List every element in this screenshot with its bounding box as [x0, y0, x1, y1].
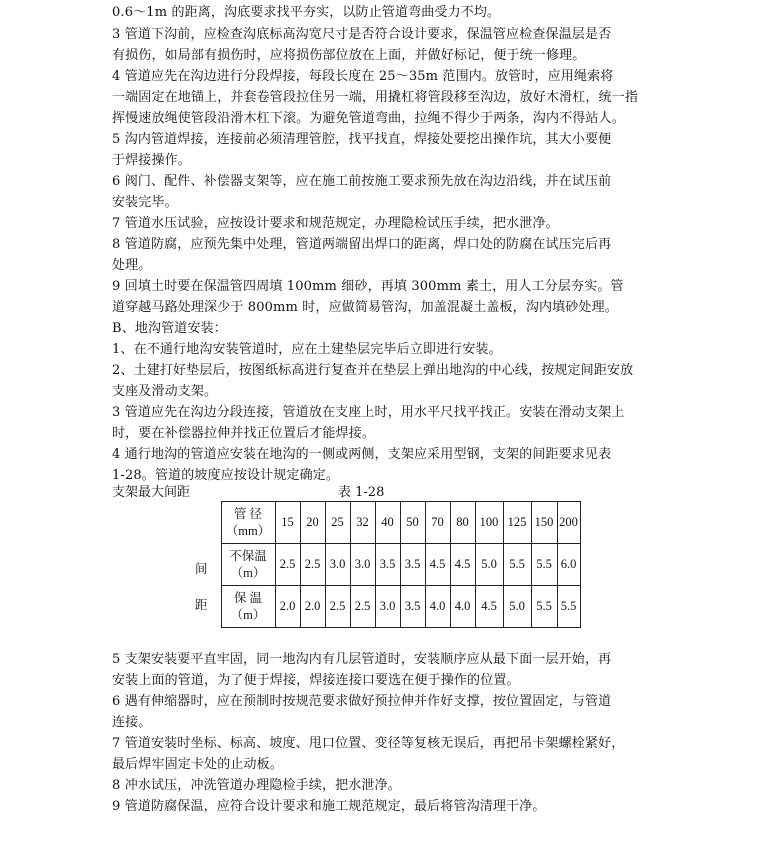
- row-label-text: 保 温: [233, 590, 263, 605]
- value-cell: 2.0: [275, 586, 300, 628]
- diameter-cell: 32: [350, 502, 375, 544]
- text-line: 处理。: [112, 258, 152, 273]
- spacing-side-label: [193, 544, 221, 628]
- diameter-cell: 80: [450, 502, 475, 544]
- value-cell: 5.5: [557, 586, 580, 628]
- text-line: 4 管道应先在沟边进行分段焊接，每段长度在 25～35m 范围内。放管时，应用绳索将: [112, 69, 614, 84]
- text-line: B、地沟管道安装：: [112, 321, 227, 336]
- value-cell: 3.0: [350, 544, 375, 586]
- value-cell: 5.5: [531, 586, 557, 628]
- value-cell: 6.0: [557, 544, 580, 586]
- text-line: 4 通行地沟的管道应安装在地沟的一侧或两侧，支架应采用型钢，支架的间距要求见表: [112, 447, 612, 462]
- value-cell: 2.5: [300, 544, 325, 586]
- text-line: 安装完毕。: [112, 195, 178, 210]
- text-line: 2、土建打好垫层后，按图纸标高进行复查并在垫层上弹出地沟的中心线，按规定间距安放: [112, 363, 634, 378]
- table-side-blank: [193, 502, 221, 544]
- text-line: 安装上面的管道，为了便于焊接，焊接连接口要选在便于操作的位置。: [112, 673, 520, 688]
- value-cell: 4.5: [450, 544, 475, 586]
- text-line: 最后焊牢固定卡处的止动板。: [112, 757, 283, 772]
- text-line: 1、在不通行地沟安装管道时，应在土建垫层完毕后立即进行安装。: [112, 342, 502, 357]
- value-cell: 3.0: [375, 586, 400, 628]
- text-line: 1-28。管道的坡度应按设计规定确定。: [112, 468, 340, 483]
- text-line: 一端固定在地锚上，并套卷管段拉住另一端，用撬杠将管段移至沟边，放好木滑杠，统一指: [112, 90, 639, 105]
- text-line: 连接。: [112, 715, 152, 730]
- row-label-uninsulated: [221, 544, 275, 586]
- diameter-header-cell: [221, 502, 275, 544]
- spacing-side-char: 距: [195, 597, 208, 612]
- diameter-header-unit: （mm）: [225, 523, 271, 538]
- text-line: 9 回填土时要在保温管四周填 100mm 细砂，再填 300mm 素土，用人工分层夯实。管: [112, 279, 624, 294]
- row-label-insulated: [221, 586, 275, 628]
- text-line: 7 管道水压试验，应按设计要求和规范规定，办理隐检试压手续，把水泄净。: [112, 216, 559, 231]
- diameter-cell: 150: [531, 502, 557, 544]
- value-cell: 4.5: [425, 544, 450, 586]
- row-label-unit: （m）: [230, 607, 266, 622]
- value-cell: 3.0: [325, 544, 350, 586]
- text-line: 有损伤，如局部有损伤时，应将损伤部位放在上面，并做好标记，便于统一修理。: [112, 48, 586, 63]
- text-line: 8 管道防腐，应预先集中处理，管道两端留出焊口的距离，焊口处的防腐在试压完后再: [112, 237, 612, 252]
- value-cell: 5.5: [503, 544, 531, 586]
- diameter-cell: 25: [325, 502, 350, 544]
- support-spacing-table: [193, 501, 581, 628]
- row-label-unit: （m）: [230, 565, 266, 580]
- diameter-header-label: 管 径: [233, 506, 263, 521]
- value-cell: 4.5: [475, 586, 503, 628]
- diameter-cell: 125: [503, 502, 531, 544]
- text-line: 于焊接操作。: [112, 153, 191, 168]
- diameter-cell: 200: [557, 502, 580, 544]
- text-line: 3 管道应先在沟边分段连接，管道放在支座上时，用水平尺找平找正。安装在滑动支架上: [112, 405, 625, 420]
- value-cell: 5.5: [531, 544, 557, 586]
- diameter-cell: 40: [375, 502, 400, 544]
- diameter-cell: 100: [475, 502, 503, 544]
- text-line: 0.6～1m 的距离，沟底要求找平夯实，以防止管道弯曲受力不均。: [112, 5, 501, 20]
- diameter-cell: 15: [275, 502, 300, 544]
- value-cell: 3.5: [400, 544, 425, 586]
- spacing-side-char: 间: [195, 561, 208, 576]
- diameter-cell: 50: [400, 502, 425, 544]
- text-line: 道穿越马路处理深少于 800mm 时，应做简易管沟，加盖混凝土盖板，沟内填砂处理。: [112, 300, 618, 315]
- text-line: 挥慢速放绳使管段沿滑木杠下滚。为避免管道弯曲，拉绳不得少于两条，沟内不得站人。: [112, 111, 625, 126]
- value-cell: 3.5: [400, 586, 425, 628]
- row-label-text: 不保温: [229, 548, 267, 563]
- value-cell: 2.5: [275, 544, 300, 586]
- text-line: 8 冲水试压，冲洗管道办理隐检手续，把水泄净。: [112, 778, 401, 793]
- text-line: 9 管道防腐保温，应符合设计要求和施工规范规定，最后将管沟清理干净。: [112, 799, 546, 814]
- value-cell: 5.0: [503, 586, 531, 628]
- text-line: 支座及滑动支架。: [112, 384, 218, 399]
- table-row-insulated: [193, 586, 580, 628]
- table-row-uninsulated: [193, 544, 580, 586]
- text-line: 3 管道下沟前，应检查沟底标高沟宽尺寸是否符合设计要求，保温管应检查保温层是否: [112, 27, 612, 42]
- diameter-cell: 20: [300, 502, 325, 544]
- text-line: 6 遇有伸缩器时，应在预制时按规范要求做好预拉伸并作好支撑，按位置固定，与管道: [112, 694, 612, 709]
- value-cell: 2.0: [300, 586, 325, 628]
- value-cell: 3.5: [375, 544, 400, 586]
- value-cell: 4.0: [450, 586, 475, 628]
- diameter-cell: 70: [425, 502, 450, 544]
- table-header-row: [193, 502, 580, 544]
- text-line: 5 沟内管道焊接，连接前必须清理管腔，找平找直，焊接处要挖出操作坑，其大小要便: [112, 132, 612, 147]
- value-cell: 5.0: [475, 544, 503, 586]
- table-caption-title: 支架最大间距: [112, 485, 191, 500]
- table-caption-number: 表 1-28: [338, 485, 385, 500]
- text-line: 5 支架安装要平直牢固，同一地沟内有几层管道时，安装顺序应从最下面一层开始，再: [112, 652, 612, 667]
- value-cell: 2.5: [350, 586, 375, 628]
- value-cell: 2.5: [325, 586, 350, 628]
- text-line: 7 管道安装时坐标、标高、坡度、甩口位置、变径等复核无误后，再把吊卡架螺栓紧好，: [112, 736, 625, 751]
- text-line: 6 阀门、配件、补偿器支架等，应在施工前按施工要求预先放在沟边沿线，并在试压前: [112, 174, 612, 189]
- text-line: 时，要在补偿器拉伸并找正位置后才能焊接。: [112, 426, 376, 441]
- value-cell: 4.0: [425, 586, 450, 628]
